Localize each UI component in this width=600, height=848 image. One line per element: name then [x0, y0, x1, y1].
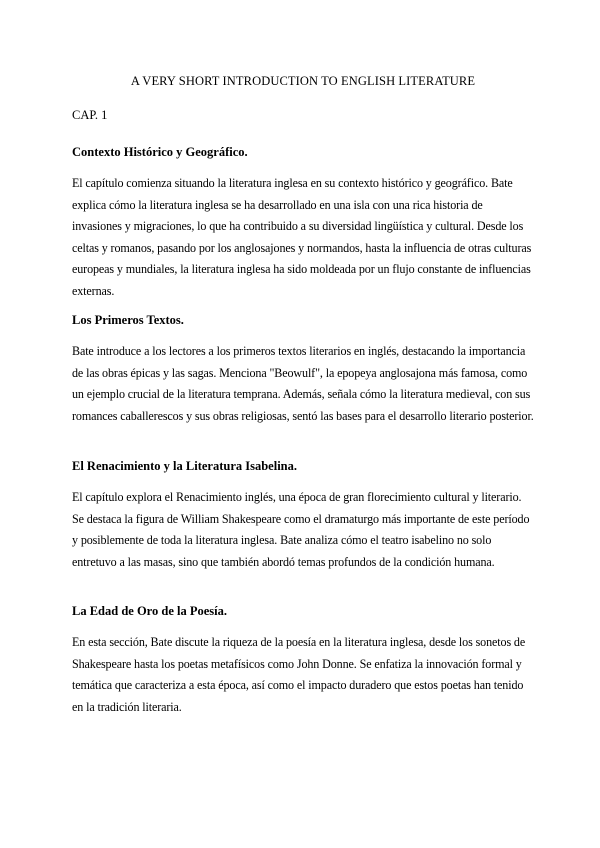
section-heading: Contexto Histórico y Geográfico.	[72, 145, 248, 159]
section-first-texts	[72, 312, 534, 427]
section-historical-context	[72, 144, 534, 303]
section-heading: La Edad de Oro de la Poesía.	[72, 604, 227, 618]
section-body: El capítulo explora el Renacimiento inglés, una época de gran florecimiento cultural y literario. Se destaca la figura de William Shakespeare como el dramaturgo más importante de este período y posiblemente de toda la literatura inglesa. Bate analiza cómo el teatro isabelino no solo entretuvo a las masas, sino que también abordó temas profundos de la condición humana.	[72, 490, 530, 569]
section-body: Bate introduce a los lectores a los primeros textos literarios en inglés, destacando la importancia de las obras épicas y las sagas. Menciona "Beowulf", la epopeya anglosajona más famosa, como un ejemplo crucial de la literatura temprana. Además, señala cómo la literatura medieval, con sus romances caballerescos y sus obras religiosas, sentó las bases para el desarrollo literario posterior.	[72, 344, 534, 423]
section-body: El capítulo comienza situando la literatura inglesa en su contexto histórico y geográfico. Bate explica cómo la literatura inglesa se ha desarrollado en una isla con una rica historia de invasiones y migraciones, lo que ha contribuido a su diversidad lingüística y cultural. Desde los celtas y romanos, pasando por los anglosajones y normandos, hasta la influencia de otras culturas europeas y mundiales, la literatura inglesa ha sido moldeada por un flujo constante de influencias externas.	[72, 176, 532, 298]
section-renaissance	[72, 458, 534, 573]
document-title: A VERY SHORT INTRODUCTION TO ENGLISH LITERATURE	[130, 74, 476, 88]
section-heading: El Renacimiento y la Literatura Isabelina.	[72, 459, 297, 473]
section-heading: Los Primeros Textos.	[72, 313, 184, 327]
chapter-label: CAP. 1	[72, 108, 108, 122]
section-golden-age-poetry	[72, 603, 534, 718]
section-body: En esta sección, Bate discute la riqueza de la poesía en la literatura inglesa, desde los sonetos de Shakespeare hasta los poetas metafísicos como John Donne. Se enfatiza la innovación formal y temática que caracteriza a esta época, así como el impacto duradero que estos poetas han tenido en la tradición literaria.	[72, 635, 526, 714]
